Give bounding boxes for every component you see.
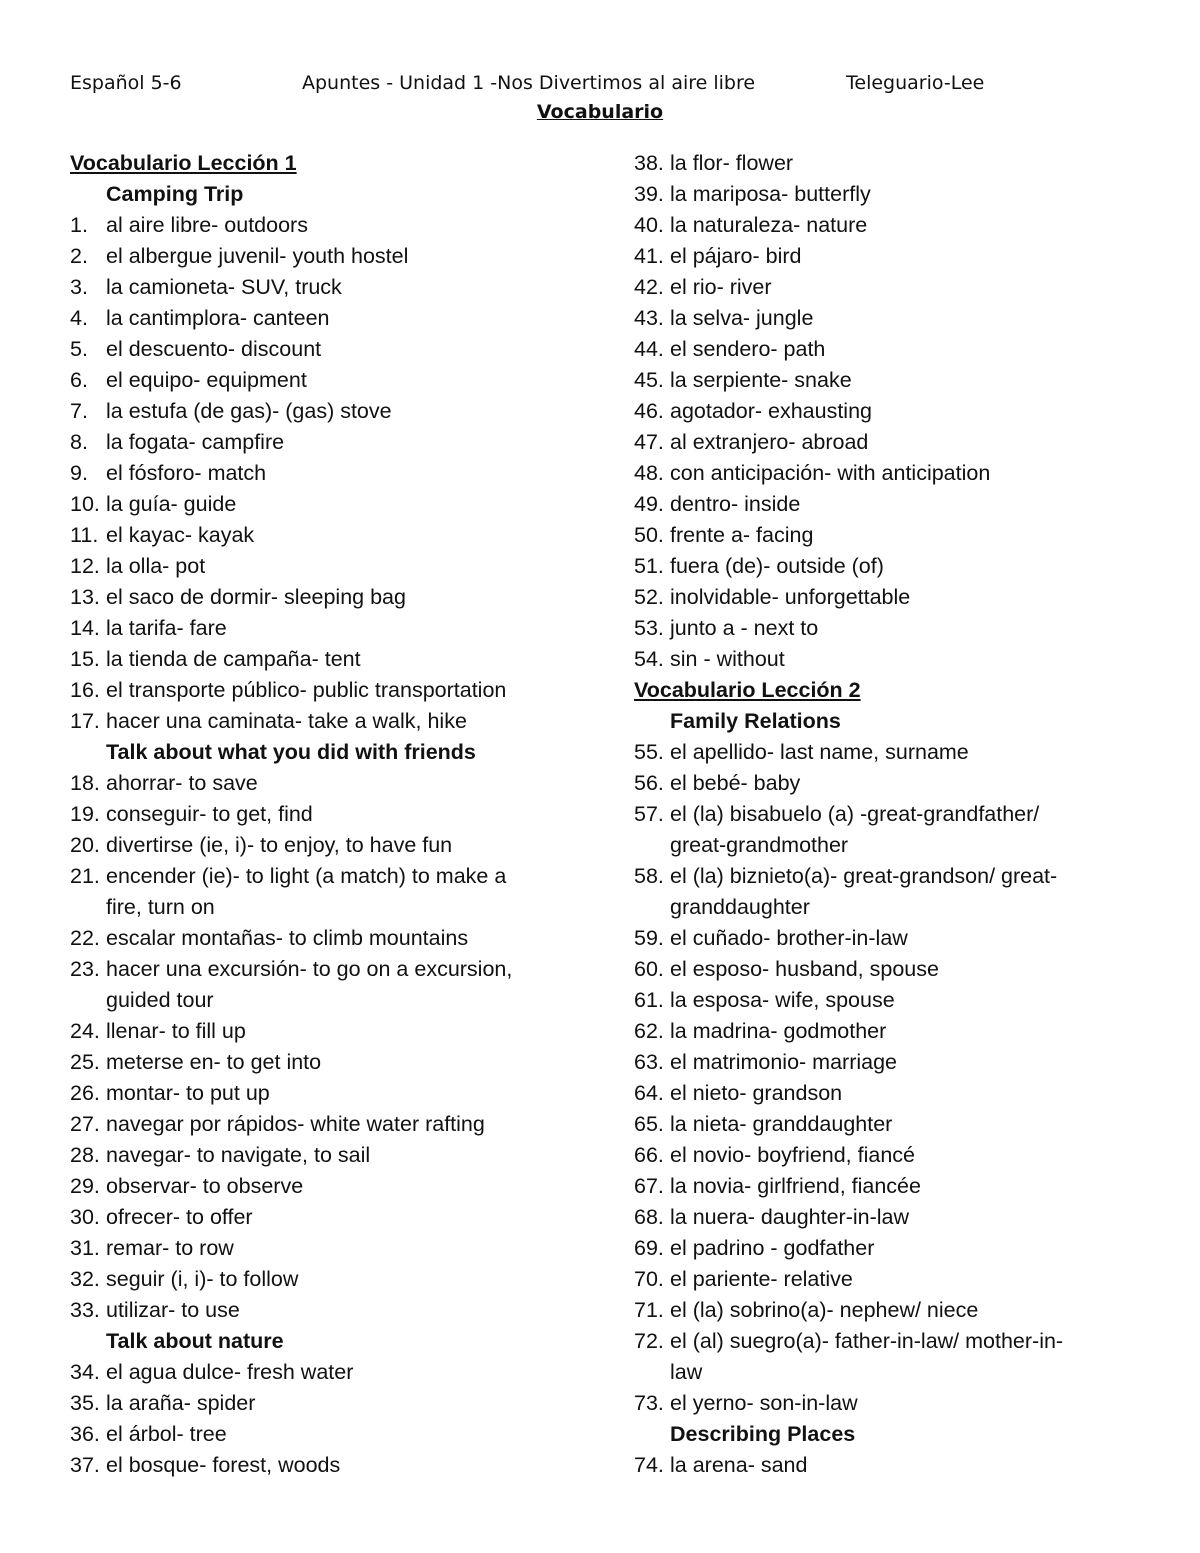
vocab-item bbox=[634, 179, 1134, 210]
vocab-item-text: el árbol- tree bbox=[106, 1422, 227, 1446]
vocab-item-text: la tienda de campaña- tent bbox=[106, 647, 361, 671]
vocab-item-number: 68. bbox=[634, 1205, 664, 1229]
vocab-item-number: 36. bbox=[70, 1422, 100, 1446]
vocab-item bbox=[634, 1295, 1134, 1326]
teacher-name: Teleguario-Lee bbox=[846, 72, 985, 94]
vocab-item-number: 44. bbox=[634, 337, 664, 361]
subsection-heading: Describing Places bbox=[670, 1422, 856, 1446]
vocab-item-number: 2. bbox=[70, 244, 88, 268]
vocab-item bbox=[634, 1450, 1134, 1481]
subsection-heading: Family Relations bbox=[670, 709, 841, 733]
vocab-item-number: 10. bbox=[70, 492, 100, 516]
vocab-item-number: 1. bbox=[70, 213, 88, 237]
vocab-item bbox=[70, 458, 570, 489]
vocab-item-text: el esposo- husband, spouse bbox=[670, 957, 939, 981]
vocab-item bbox=[70, 1450, 570, 1481]
vocab-item-text: la araña- spider bbox=[106, 1391, 256, 1415]
vocab-item-number: 66. bbox=[634, 1143, 664, 1167]
vocab-item-text: llenar- to fill up bbox=[106, 1019, 246, 1043]
vocab-item bbox=[634, 861, 1134, 892]
section-heading: Vocabulario Lección 1 bbox=[70, 151, 297, 175]
vocab-item bbox=[634, 241, 1134, 272]
vocab-item-text: la nuera- daughter-in-law bbox=[670, 1205, 910, 1229]
page-title: Vocabulario bbox=[536, 101, 664, 123]
vocab-item-number: 20. bbox=[70, 833, 100, 857]
vocab-item bbox=[70, 520, 570, 551]
vocab-item-number: 22. bbox=[70, 926, 100, 950]
vocab-item-number: 5. bbox=[70, 337, 88, 361]
vocab-item-continuation: law bbox=[670, 1360, 703, 1384]
vocab-item-text: meterse en- to get into bbox=[106, 1050, 322, 1074]
vocab-item-number: 40. bbox=[634, 213, 664, 237]
vocab-item-number: 73. bbox=[634, 1391, 664, 1415]
vocab-item-number: 17. bbox=[70, 709, 100, 733]
vocab-item bbox=[634, 303, 1134, 334]
vocab-item bbox=[634, 644, 1134, 675]
vocab-item bbox=[634, 799, 1134, 830]
vocab-item bbox=[634, 551, 1134, 582]
subsection-heading: Camping Trip bbox=[106, 182, 244, 206]
vocab-item-text: al extranjero- abroad bbox=[670, 430, 869, 454]
vocab-item bbox=[634, 148, 1134, 179]
vocab-item bbox=[70, 303, 570, 334]
vocab-item bbox=[634, 985, 1134, 1016]
vocab-item-number: 60. bbox=[634, 957, 664, 981]
vocab-item-number: 28. bbox=[70, 1143, 100, 1167]
vocab-item-text: el (la) sobrino(a)- nephew/ niece bbox=[670, 1298, 979, 1322]
vocab-item bbox=[634, 1078, 1134, 1109]
vocab-item bbox=[70, 334, 570, 365]
vocab-item-text: hacer una caminata- take a walk, hike bbox=[106, 709, 467, 733]
vocab-item bbox=[634, 396, 1134, 427]
vocab-item bbox=[70, 799, 570, 830]
vocab-item-number: 32. bbox=[70, 1267, 100, 1291]
vocab-item bbox=[70, 1264, 570, 1295]
vocab-item-text: la mariposa- butterfly bbox=[670, 182, 871, 206]
vocab-item bbox=[70, 768, 570, 799]
vocab-item-continuation: granddaughter bbox=[670, 895, 810, 919]
vocab-item-text: utilizar- to use bbox=[106, 1298, 240, 1322]
vocab-item-text: la cantimplora- canteen bbox=[106, 306, 330, 330]
vocab-item-number: 33. bbox=[70, 1298, 100, 1322]
vocab-item-continuation: great-grandmother bbox=[670, 833, 849, 857]
vocab-item-text: el yerno- son-in-law bbox=[670, 1391, 858, 1415]
vocab-item bbox=[70, 1047, 570, 1078]
vocab-item-number: 72. bbox=[634, 1329, 664, 1353]
vocab-item-text: la guía- guide bbox=[106, 492, 237, 516]
vocab-item-number: 14. bbox=[70, 616, 100, 640]
vocab-item bbox=[634, 1171, 1134, 1202]
vocab-item bbox=[634, 613, 1134, 644]
vocab-item bbox=[634, 1109, 1134, 1140]
vocab-item-number: 49. bbox=[634, 492, 664, 516]
vocab-item bbox=[70, 210, 570, 241]
vocab-item bbox=[70, 1016, 570, 1047]
vocab-item bbox=[70, 427, 570, 458]
vocab-item-number: 18. bbox=[70, 771, 100, 795]
vocab-item-text: el saco de dormir- sleeping bag bbox=[106, 585, 406, 609]
vocab-item bbox=[70, 272, 570, 303]
vocab-item-number: 58. bbox=[634, 864, 664, 888]
vocab-item-text: el (al) suegro(a)- father-in-law/ mother-in- bbox=[670, 1329, 1064, 1353]
vocab-item-number: 19. bbox=[70, 802, 100, 826]
vocab-item bbox=[634, 954, 1134, 985]
vocab-item-text: la novia- girlfriend, fiancée bbox=[670, 1174, 921, 1198]
vocab-item-number: 9. bbox=[70, 461, 88, 485]
vocab-item bbox=[70, 365, 570, 396]
vocab-item bbox=[70, 830, 570, 861]
vocab-item-text: ofrecer- to offer bbox=[106, 1205, 253, 1229]
vocab-item bbox=[634, 923, 1134, 954]
vocab-item-text: el bosque- forest, woods bbox=[106, 1453, 341, 1477]
vocab-item bbox=[70, 706, 570, 737]
vocab-item bbox=[634, 1016, 1134, 1047]
vocab-item-text: la serpiente- snake bbox=[670, 368, 852, 392]
vocab-item-number: 38. bbox=[634, 151, 664, 175]
vocab-item-text: navegar- to navigate, to sail bbox=[106, 1143, 371, 1167]
vocab-item-text: el kayac- kayak bbox=[106, 523, 255, 547]
vocab-item-text: el cuñado- brother-in-law bbox=[670, 926, 908, 950]
vocab-item bbox=[634, 272, 1134, 303]
vocab-item-number: 61. bbox=[634, 988, 664, 1012]
vocab-item-text: la nieta- granddaughter bbox=[670, 1112, 893, 1136]
vocab-item-text: el (la) biznieto(a)- great-grandson/ great- bbox=[670, 864, 1058, 888]
subsection-heading: Talk about what you did with friends bbox=[106, 740, 476, 764]
vocab-item bbox=[70, 1202, 570, 1233]
vocab-item bbox=[70, 954, 570, 985]
vocab-item-text: divertirse (ie, i)- to enjoy, to have fun bbox=[106, 833, 453, 857]
vocab-item-text: el novio- boyfriend, fiancé bbox=[670, 1143, 916, 1167]
vocab-item bbox=[634, 1264, 1134, 1295]
vocab-item-text: la estufa (de gas)- (gas) stove bbox=[106, 399, 392, 423]
vocab-item-text: escalar montañas- to climb mountains bbox=[106, 926, 469, 950]
vocab-item bbox=[70, 489, 570, 520]
vocab-item-number: 34. bbox=[70, 1360, 100, 1384]
vocab-item-number: 35. bbox=[70, 1391, 100, 1415]
vocab-item bbox=[634, 1202, 1134, 1233]
vocab-column-right bbox=[634, 148, 1134, 1481]
vocab-item-number: 11. bbox=[70, 523, 99, 547]
vocab-item-number: 30. bbox=[70, 1205, 100, 1229]
vocab-item bbox=[70, 613, 570, 644]
vocab-item-number: 24. bbox=[70, 1019, 100, 1043]
vocab-item-number: 64. bbox=[634, 1081, 664, 1105]
vocab-item-text: la camioneta- SUV, truck bbox=[106, 275, 342, 299]
vocab-item bbox=[634, 1388, 1134, 1419]
vocab-item-number: 54. bbox=[634, 647, 664, 671]
vocab-item-text: el rio- river bbox=[670, 275, 772, 299]
vocab-item-text: el pájaro- bird bbox=[670, 244, 802, 268]
vocab-item-number: 39. bbox=[634, 182, 664, 206]
subsection-heading: Talk about nature bbox=[106, 1329, 284, 1353]
vocab-item bbox=[70, 1078, 570, 1109]
vocab-item-text: el (la) bisabuelo (a) -great-grandfather/ bbox=[670, 802, 1040, 826]
vocab-item-number: 69. bbox=[634, 1236, 664, 1260]
vocab-item-text: conseguir- to get, find bbox=[106, 802, 313, 826]
vocab-item-number: 21. bbox=[70, 864, 100, 888]
vocab-item-text: el nieto- grandson bbox=[670, 1081, 843, 1105]
vocab-item-number: 12. bbox=[70, 554, 100, 578]
vocab-item-number: 53. bbox=[634, 616, 664, 640]
vocab-item-text: la fogata- campfire bbox=[106, 430, 285, 454]
vocab-item-continuation: guided tour bbox=[106, 988, 214, 1012]
vocab-item bbox=[70, 1109, 570, 1140]
vocab-item-text: la flor- flower bbox=[670, 151, 794, 175]
vocab-item-number: 6. bbox=[70, 368, 88, 392]
vocab-item-number: 25. bbox=[70, 1050, 100, 1074]
vocab-item-text: el fósforo- match bbox=[106, 461, 267, 485]
vocab-item bbox=[634, 365, 1134, 396]
section-heading: Vocabulario Lección 2 bbox=[634, 678, 861, 702]
vocab-item-text: la naturaleza- nature bbox=[670, 213, 868, 237]
vocab-item bbox=[634, 1047, 1134, 1078]
vocab-item-number: 52. bbox=[634, 585, 664, 609]
vocab-item bbox=[70, 1295, 570, 1326]
vocab-item-text: la selva- jungle bbox=[670, 306, 814, 330]
vocab-item-text: remar- to row bbox=[106, 1236, 234, 1260]
vocab-item-text: hacer una excursión- to go on a excursion, bbox=[106, 957, 513, 981]
vocab-item-text: el equipo- equipment bbox=[106, 368, 307, 392]
vocab-item-number: 8. bbox=[70, 430, 88, 454]
vocab-item-number: 29. bbox=[70, 1174, 100, 1198]
vocab-item-text: montar- to put up bbox=[106, 1081, 270, 1105]
vocab-item-text: inolvidable- unforgettable bbox=[670, 585, 911, 609]
vocab-item-number: 56. bbox=[634, 771, 664, 795]
vocab-item-number: 23. bbox=[70, 957, 100, 981]
vocab-item-text: el apellido- last name, surname bbox=[670, 740, 969, 764]
vocab-item bbox=[70, 1140, 570, 1171]
vocab-item-number: 63. bbox=[634, 1050, 664, 1074]
vocab-item bbox=[634, 768, 1134, 799]
vocab-item bbox=[70, 923, 570, 954]
vocab-item bbox=[634, 427, 1134, 458]
vocab-item bbox=[70, 551, 570, 582]
vocab-item-text: ahorrar- to save bbox=[106, 771, 258, 795]
vocab-item-text: el sendero- path bbox=[670, 337, 826, 361]
vocab-item-text: agotador- exhausting bbox=[670, 399, 873, 423]
vocab-item-text: la arena- sand bbox=[670, 1453, 808, 1477]
vocab-item-text: encender (ie)- to light (a match) to make a bbox=[106, 864, 507, 888]
vocab-item-number: 70. bbox=[634, 1267, 664, 1291]
vocab-item-number: 45. bbox=[634, 368, 664, 392]
vocab-item bbox=[70, 1419, 570, 1450]
vocab-item-text: con anticipación- with anticipation bbox=[670, 461, 991, 485]
vocab-item bbox=[70, 241, 570, 272]
course-name: Español 5-6 bbox=[70, 72, 182, 94]
page-header bbox=[70, 72, 1130, 102]
vocab-item-number: 50. bbox=[634, 523, 664, 547]
vocab-item-text: el pariente- relative bbox=[670, 1267, 853, 1291]
vocab-item-text: la madrina- godmother bbox=[670, 1019, 887, 1043]
vocab-item bbox=[634, 1233, 1134, 1264]
vocab-item bbox=[634, 489, 1134, 520]
vocab-item-number: 4. bbox=[70, 306, 88, 330]
vocab-item-text: el agua dulce- fresh water bbox=[106, 1360, 354, 1384]
vocab-item-number: 31. bbox=[70, 1236, 100, 1260]
vocab-item-continuation: fire, turn on bbox=[106, 895, 215, 919]
vocab-item-number: 42. bbox=[634, 275, 664, 299]
vocab-item-text: la olla- pot bbox=[106, 554, 206, 578]
vocab-item-text: seguir (i, i)- to follow bbox=[106, 1267, 299, 1291]
vocab-item-number: 43. bbox=[634, 306, 664, 330]
vocab-item bbox=[634, 458, 1134, 489]
vocab-item-number: 74. bbox=[634, 1453, 664, 1477]
vocab-item-text: frente a- facing bbox=[670, 523, 814, 547]
vocab-item bbox=[70, 644, 570, 675]
vocab-item bbox=[70, 1357, 570, 1388]
vocab-item-text: el padrino - godfather bbox=[670, 1236, 875, 1260]
vocab-item bbox=[634, 520, 1134, 551]
vocab-item bbox=[634, 737, 1134, 768]
vocab-item bbox=[70, 675, 570, 706]
vocab-column-left bbox=[70, 148, 570, 1481]
vocab-item-number: 71. bbox=[634, 1298, 664, 1322]
vocab-item-number: 3. bbox=[70, 275, 88, 299]
vocab-item-number: 57. bbox=[634, 802, 664, 826]
vocab-item bbox=[70, 1171, 570, 1202]
vocab-item-text: junto a - next to bbox=[670, 616, 819, 640]
vocab-item-number: 37. bbox=[70, 1453, 100, 1477]
vocab-item-number: 59. bbox=[634, 926, 664, 950]
vocab-item-text: el albergue juvenil- youth hostel bbox=[106, 244, 409, 268]
vocab-item bbox=[634, 1140, 1134, 1171]
vocab-item-number: 51. bbox=[634, 554, 664, 578]
vocab-item bbox=[634, 210, 1134, 241]
vocab-item-number: 13. bbox=[70, 585, 100, 609]
vocab-item bbox=[634, 1326, 1134, 1357]
vocab-item-number: 15. bbox=[70, 647, 100, 671]
vocab-item-number: 47. bbox=[634, 430, 664, 454]
vocab-item-number: 48. bbox=[634, 461, 664, 485]
vocab-item bbox=[70, 396, 570, 427]
vocab-item-text: la esposa- wife, spouse bbox=[670, 988, 895, 1012]
vocab-item-number: 41. bbox=[634, 244, 664, 268]
vocab-item bbox=[70, 1233, 570, 1264]
vocab-item-number: 67. bbox=[634, 1174, 664, 1198]
vocab-item-text: fuera (de)- outside (of) bbox=[670, 554, 884, 578]
vocab-item-text: navegar por rápidos- white water rafting bbox=[106, 1112, 485, 1136]
vocab-item-text: sin - without bbox=[670, 647, 785, 671]
vocab-item-number: 27. bbox=[70, 1112, 100, 1136]
vocab-item bbox=[634, 582, 1134, 613]
vocab-item-number: 7. bbox=[70, 399, 88, 423]
vocab-item-text: el transporte público- public transportation bbox=[106, 678, 507, 702]
vocab-item bbox=[70, 1388, 570, 1419]
vocab-item-text: la tarifa- fare bbox=[106, 616, 227, 640]
vocab-item bbox=[70, 582, 570, 613]
vocab-item-number: 62. bbox=[634, 1019, 664, 1043]
vocab-item-number: 55. bbox=[634, 740, 664, 764]
vocab-item-text: el bebé- baby bbox=[670, 771, 801, 795]
vocab-item-text: el descuento- discount bbox=[106, 337, 322, 361]
vocab-item-text: el matrimonio- marriage bbox=[670, 1050, 898, 1074]
unit-title: Apuntes - Unidad 1 -Nos Divertimos al aire libre bbox=[302, 72, 756, 94]
vocab-item-number: 46. bbox=[634, 399, 664, 423]
vocab-item-text: al aire libre- outdoors bbox=[106, 213, 308, 237]
vocab-item-number: 65. bbox=[634, 1112, 664, 1136]
vocab-item bbox=[634, 334, 1134, 365]
vocab-item-number: 16. bbox=[70, 678, 100, 702]
vocab-item-text: observar- to observe bbox=[106, 1174, 304, 1198]
vocab-item-number: 26. bbox=[70, 1081, 100, 1105]
vocab-item bbox=[70, 861, 570, 892]
vocab-item-text: dentro- inside bbox=[670, 492, 801, 516]
